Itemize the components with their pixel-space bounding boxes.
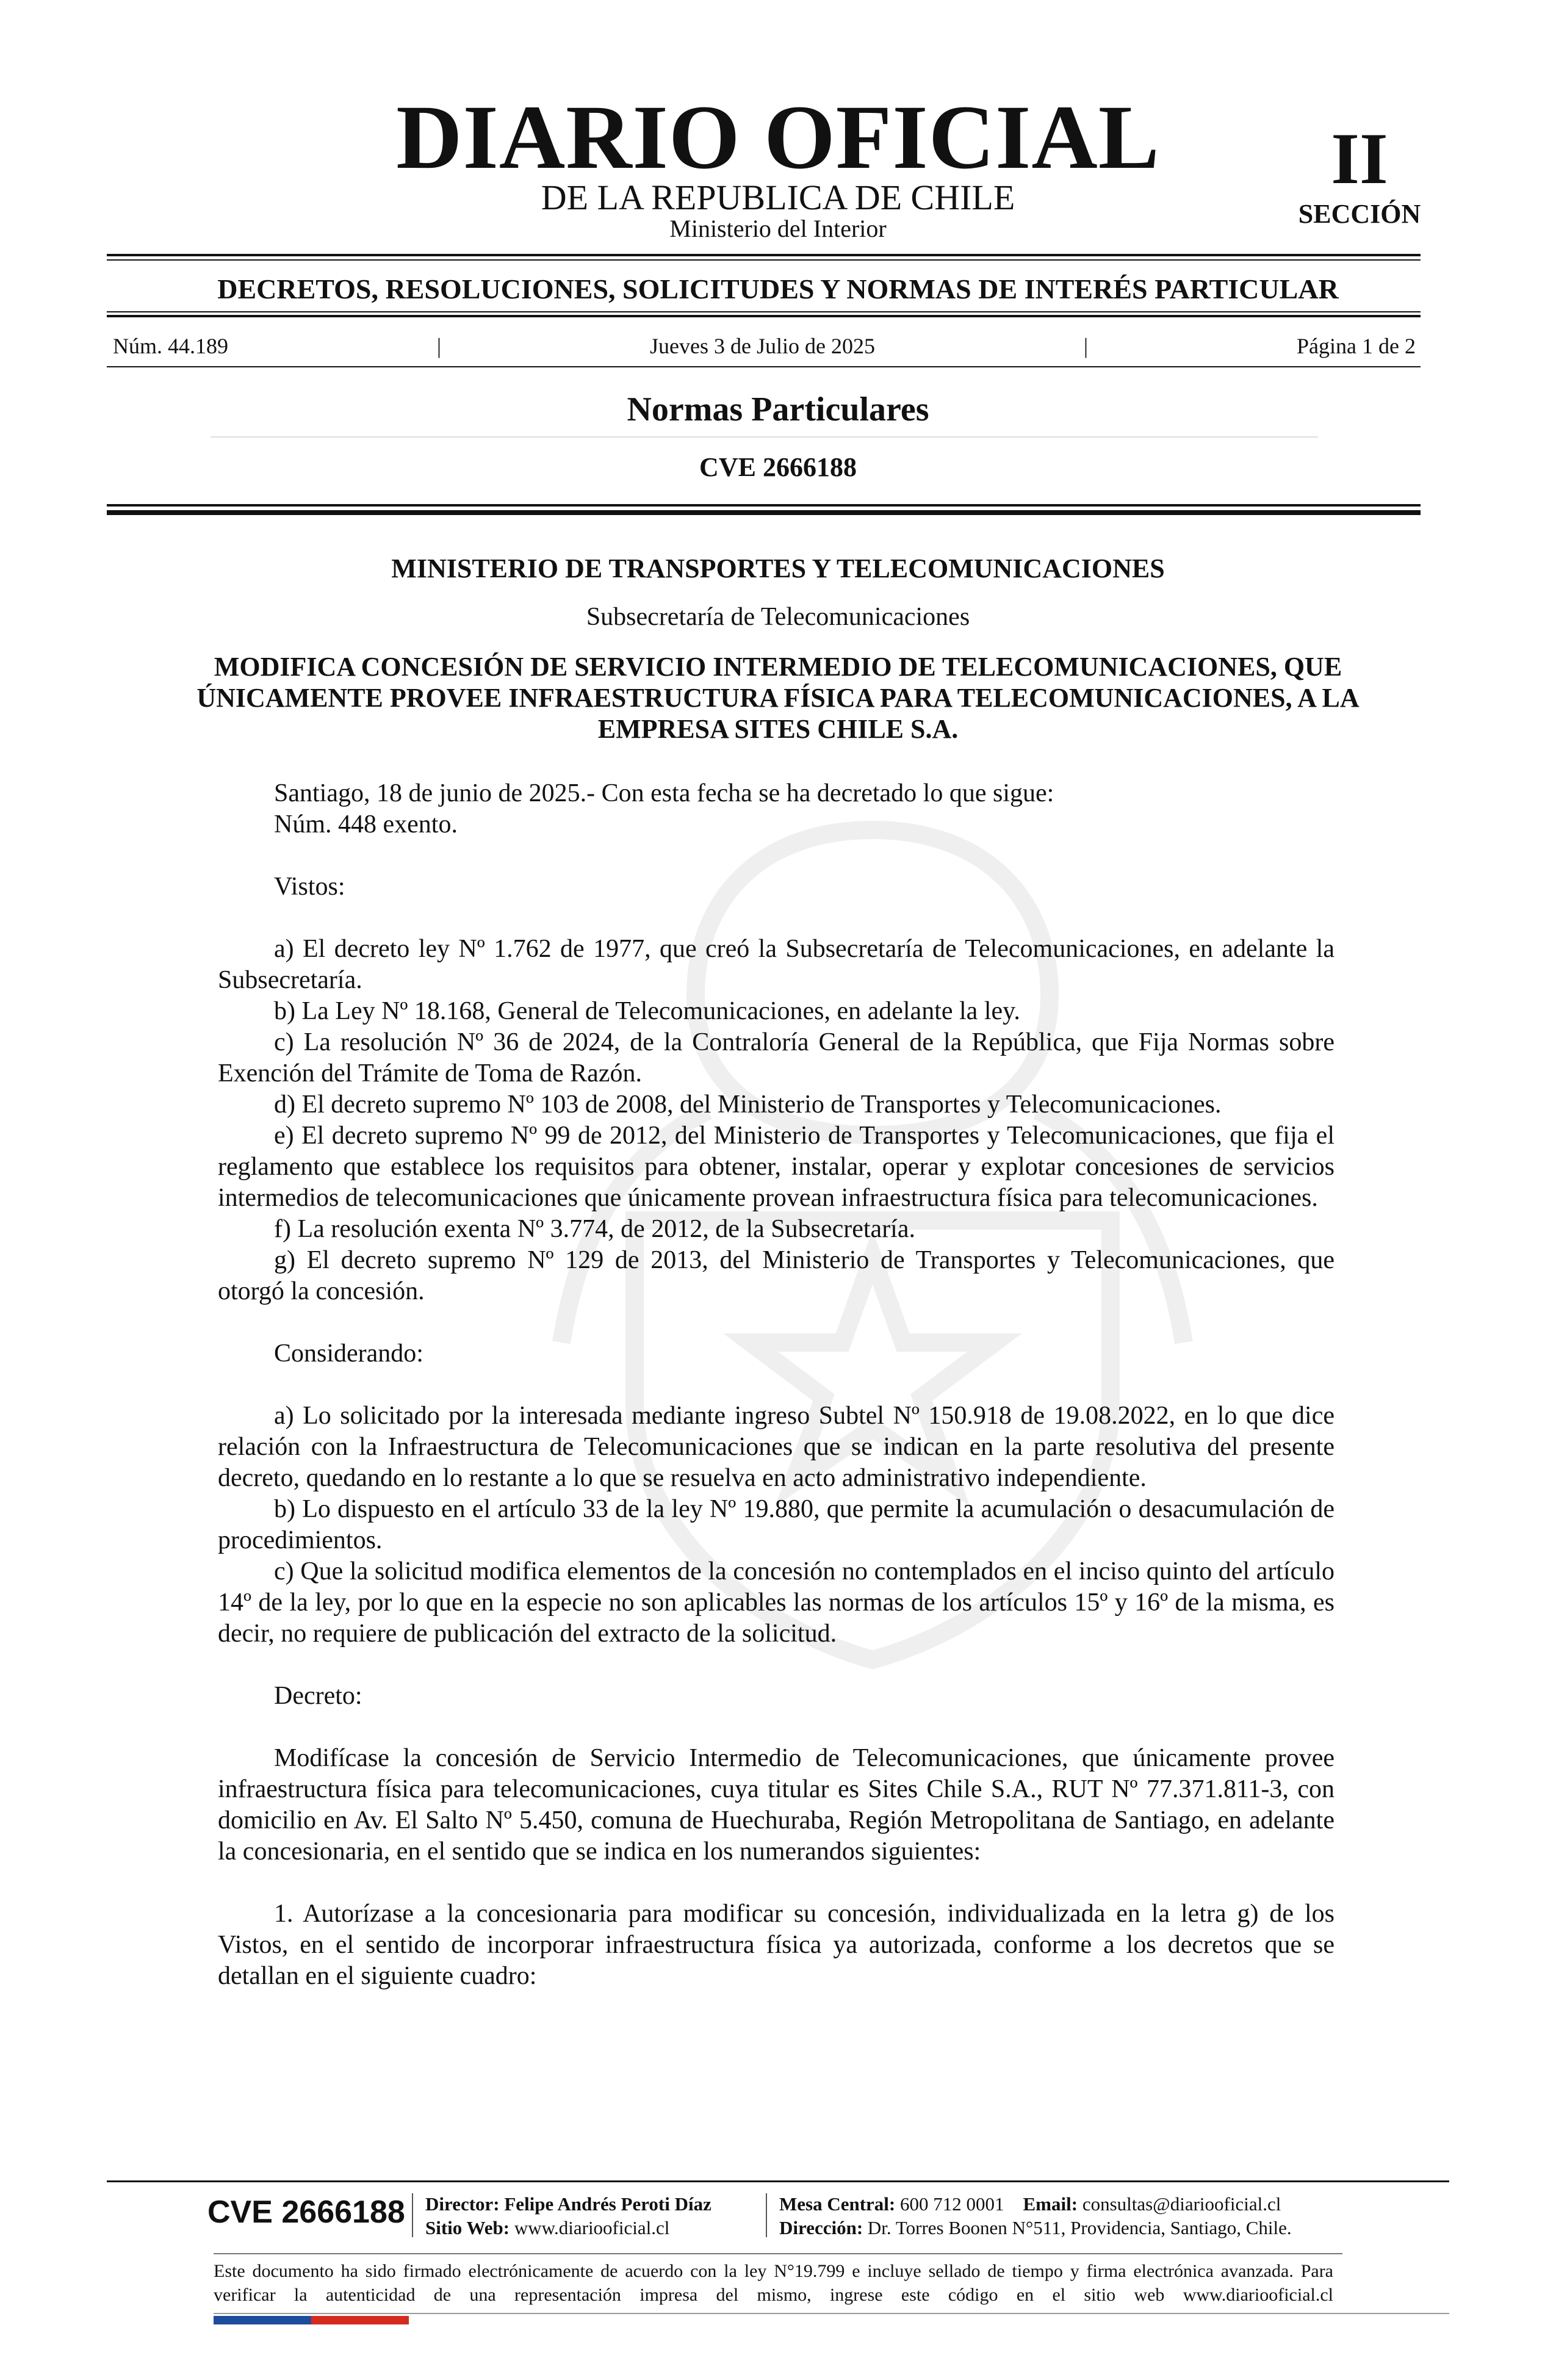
footer-separator <box>412 2193 413 2237</box>
page-indicator: Página 1 de 2 <box>1297 334 1416 358</box>
divider <box>211 436 1318 438</box>
footer-divider <box>107 2180 1449 2182</box>
numerando-paragraph: 1. Autorízase a la concesionaria para modificar su concesión, individualizada en la letra g) de los Vistos, en el sentido de incorporar infraestructura física ya autorizada, conforme a los decretos que se detallan en el siguiente cuadro: <box>218 1900 1334 1990</box>
director-label: Director: <box>425 2193 500 2215</box>
decreto-paragraph: Modifícase la concesión de Servicio Intermedio de Telecomunicaciones, que únicamente provee infraestructura física para telecomunicaciones, cuya titular es Sites Chile S.A., RUT Nº 77.371.811-3, con domicilio en Av. El Salto Nº 5.450, comuna de Huechuraba, Región Metropolitana de Santiago, en adelante la concesionaria, en el sentido que se indica en los numerandos siguientes: <box>218 1744 1334 1866</box>
document-body <box>218 778 1334 1992</box>
electronic-signature-notice: Este documento ha sido firmado electrónicamente de acuerdo con la ley N°19.799 e incluye sellado de tiempo y firma electrónica avanzada. Para verificar la autenticidad de una representación impresa del mismo, ingrese este código en el sitio web www.diariooficial.cl <box>214 2261 1333 2305</box>
vistos-item: c) La resolución Nº 36 de 2024, de la Contraloría General de la República, que Fija Normas sobre Exención del Trámite de Toma de Razón. <box>218 1028 1334 1087</box>
issue-info-row <box>113 331 1416 361</box>
section-title: Normas Particulares <box>627 391 929 428</box>
email-link[interactable]: consultas@diariooficial.cl <box>1082 2193 1281 2215</box>
website-link[interactable]: www.diariooficial.cl <box>514 2217 670 2238</box>
section-label: SECCIÓN <box>1298 199 1421 229</box>
mesa-central-phone: 600 712 0001 <box>900 2193 1004 2215</box>
vistos-item: f) La resolución exenta Nº 3.774, de 2012, de la Subsecretaría. <box>274 1215 915 1243</box>
divider <box>107 366 1421 367</box>
decreto-heading: Decreto: <box>274 1682 362 1710</box>
divider <box>107 315 1421 317</box>
band-title: DECRETOS, RESOLUCIONES, SOLICITUDES Y NORMAS DE INTERÉS PARTICULAR <box>217 273 1339 305</box>
considerando-item: b) Lo dispuesto en el artículo 33 de la ley Nº 19.880, que permite la acumulación o desacumulación de procedimientos. <box>218 1495 1334 1554</box>
decree-title: MODIFICA CONCESIÓN DE SERVICIO INTERMEDIO DE TELECOMUNICACIONES, QUE ÚNICAMENTE PROVEE INFRAESTRUCTURA FÍSICA PARA TELECOMUNICACIONES, A LA EMPRESA SITES CHILE S.A. <box>196 652 1360 744</box>
divider <box>107 254 1421 256</box>
director-name: Felipe Andrés Peroti Díaz <box>504 2193 711 2215</box>
divider <box>107 504 1421 507</box>
footer-separator <box>766 2193 767 2237</box>
address-label: Dirección: <box>779 2217 863 2238</box>
masthead-title: DIARIO OFICIAL <box>396 87 1160 188</box>
footer-divider <box>214 2313 1449 2314</box>
vistos-heading: Vistos: <box>274 873 345 901</box>
flag-stripe-red <box>311 2316 409 2324</box>
website-label: Sitio Web: <box>425 2217 510 2238</box>
info-separator: | <box>1083 334 1089 358</box>
footer-divider <box>214 2253 1342 2254</box>
considerando-item: c) Que la solicitud modifica elementos de la concesión no contemplados en el inciso quinto del artículo 14º de la ley, por lo que en la especie no son aplicables las normas de los artículos 15º y 16º de la misma, es decir, no requiere de publicación del extracto de la solicitud. <box>218 1557 1334 1648</box>
footer-contact-block <box>779 2192 1292 2240</box>
subsecretaria-heading: Subsecretaría de Telecomunicaciones <box>586 603 970 631</box>
mesa-central-label: Mesa Central: <box>779 2193 896 2215</box>
vistos-item: b) La Ley Nº 18.168, General de Telecomunicaciones, en adelante la ley. <box>274 997 1020 1025</box>
info-separator: | <box>436 334 442 358</box>
address-value: Dr. Torres Boonen N°511, Providencia, Santiago, Chile. <box>867 2217 1292 2238</box>
issue-number: Núm. 44.189 <box>113 334 228 358</box>
flag-stripe-blue <box>214 2316 311 2324</box>
vistos-item: d) El decreto supremo Nº 103 de 2008, del Ministerio de Transportes y Telecomunicaciones. <box>274 1091 1222 1119</box>
considerando-item: a) Lo solicitado por la interesada mediante ingreso Subtel Nº 150.918 de 19.08.2022, en lo que dice relación con la Infraestructura de Telecomunicaciones que se indican en la parte resolutiva del presente decreto, quedando en lo restante a lo que se resuelva en acto administrativo independiente. <box>218 1402 1334 1492</box>
masthead-subtitle: DE LA REPUBLICA DE CHILE <box>541 178 1015 217</box>
intro-line: Núm. 448 exento. <box>274 810 458 838</box>
intro-line: Santiago, 18 de junio de 2025.- Con esta fecha se ha decretado lo que sigue: <box>274 779 1054 807</box>
ministry-heading: MINISTERIO DE TRANSPORTES Y TELECOMUNICACIONES <box>391 554 1165 583</box>
cve-code: CVE 2666188 <box>699 452 857 482</box>
vistos-item: e) El decreto supremo Nº 99 de 2012, del Ministerio de Transportes y Telecomunicaciones, que fija el reglamento que establece los requisitos para obtener, instalar, operar y explotar concesiones de servicios intermedios de telecomunicaciones que únicamente provean infraestructura física para telecomunicaciones. <box>218 1122 1334 1212</box>
vistos-item: a) El decreto ley Nº 1.762 de 1977, que creó la Subsecretaría de Telecomunicaciones, en adelante la Subsecretaría. <box>218 935 1334 994</box>
section-number: II <box>1331 118 1388 199</box>
considerando-heading: Considerando: <box>274 1340 423 1368</box>
divider <box>107 311 1421 312</box>
vistos-item: g) El decreto supremo Nº 129 de 2013, del Ministerio de Transportes y Telecomunicaciones, que otorgó la concesión. <box>218 1246 1334 1305</box>
masthead-ministry: Ministerio del Interior <box>669 215 887 242</box>
divider <box>107 259 1421 261</box>
divider <box>107 510 1421 515</box>
email-label: Email: <box>1023 2193 1078 2215</box>
issue-date: Jueves 3 de Julio de 2025 <box>650 334 875 358</box>
footer-director-block <box>425 2192 711 2240</box>
footer-cve-code: CVE 2666188 <box>207 2194 405 2230</box>
